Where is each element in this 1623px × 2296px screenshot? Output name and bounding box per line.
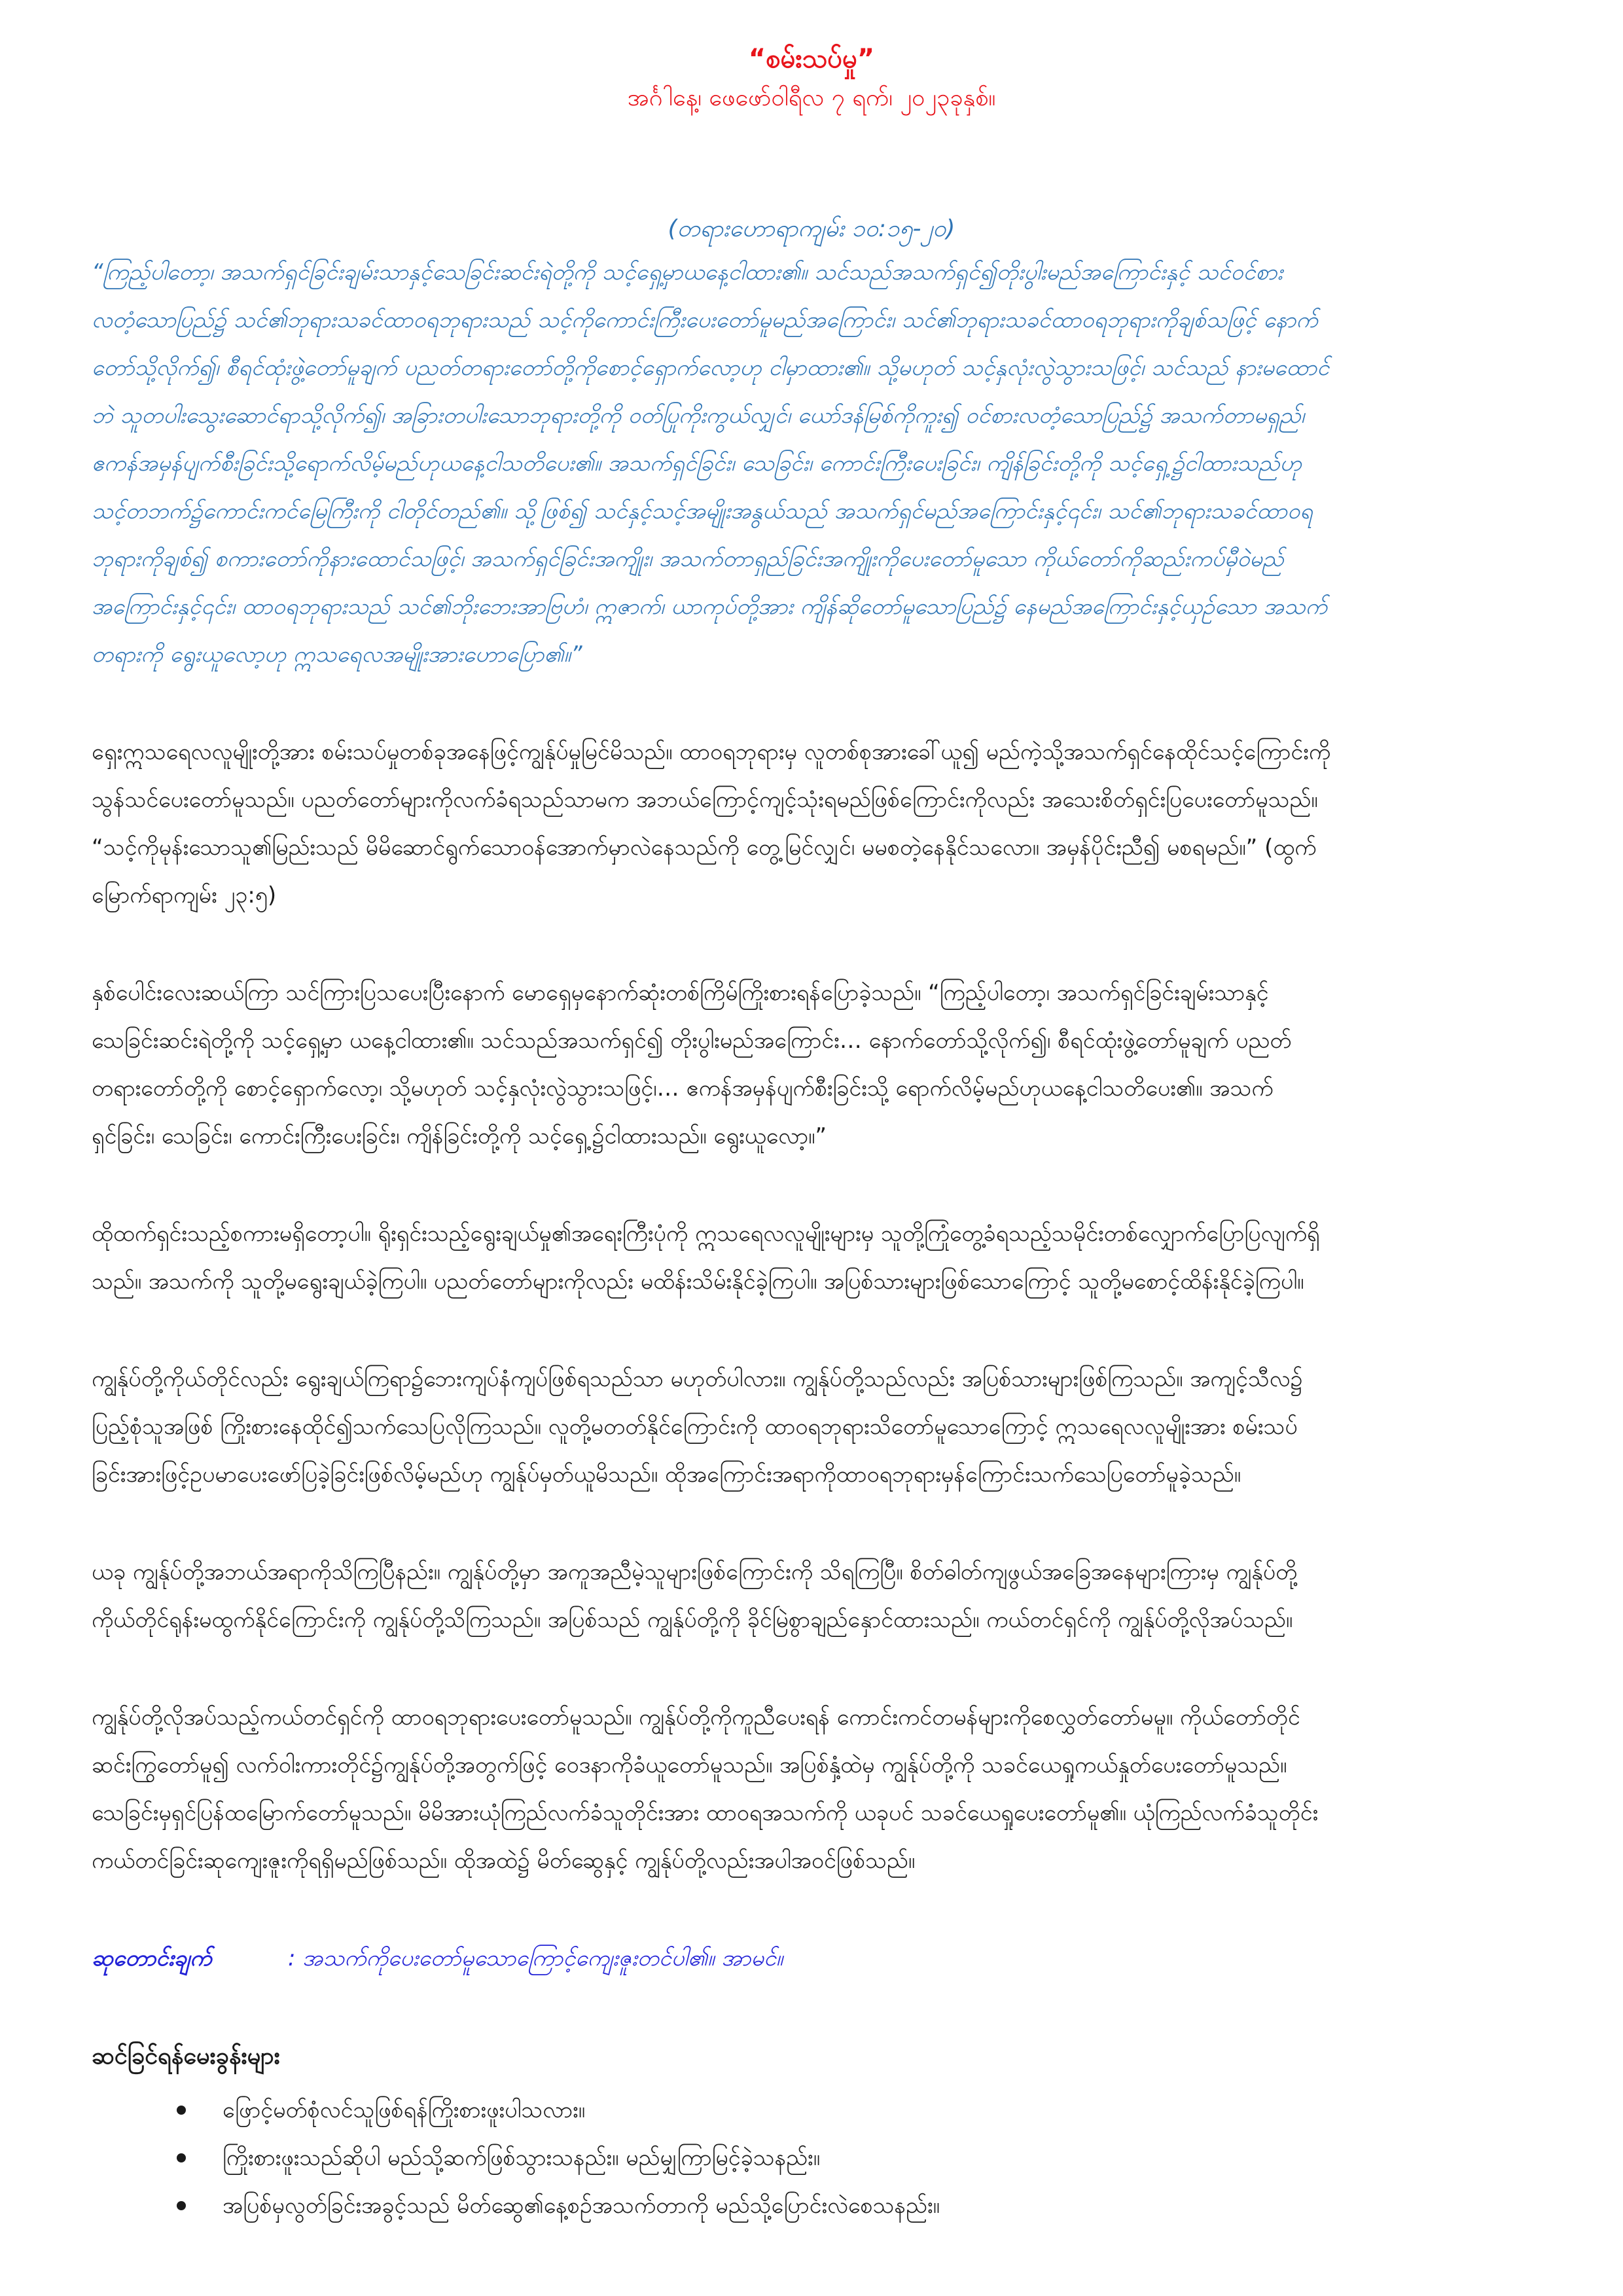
header [92, 39, 1531, 118]
paragraph-line: ခြင်းအားဖြင့်ဥပမာပေးဖော်ပြခဲ့ခြင်းဖြစ်လိမ့်မည်ဟု ကျွန်ုပ်မှတ်ယူမိသည်။ ထိုအကြောင်းအရာကိုထာဝရဘုရားမှန်ကြောင်းသက်သေပြတော်မူခဲ့သည်။ [92, 1462, 1241, 1488]
paragraph-line: ကျွန်ုပ်တို့လိုအပ်သည့်ကယ်တင်ရှင်ကို ထာဝရဘုရားပေးတော်မူသည်။ ကျွန်ုပ်တို့ကိုကူညီပေးရန် ကောင်းကင်တမန်များကိုစေလွှတ်တော်မမူ။ ကိုယ်တော်တိုင် [92, 1704, 1300, 1731]
question-text: ဖြောင့်မတ်စုံလင်သူဖြစ်ရန်ကြိုးစားဖူးပါသလား။ [223, 2097, 586, 2123]
body-paragraph-1 [92, 728, 1531, 920]
scripture-line: ဘုရားကိုချစ်၍ စကားတော်ကိုနားထောင်သဖြင့်၊ အသက်ရှင်ခြင်းအကျိုး၊ အသက်တာရှည်ခြင်းအကျိုးကိုပေးတော်မူသော ကိုယ်တော်ကိုဆည်းကပ်မှီဝဲမည် [92, 546, 1284, 572]
date-line: အင်္ဂါနေ့၊ ဖေဖော်ဝါရီလ ၇ ရက်၊ ၂၀၂၃ခုနှစ်။ [627, 84, 996, 111]
scripture-line: “ကြည့်ပါတော့၊ အသက်ရှင်ခြင်းချမ်းသာနှင့်သေခြင်းဆင်းရဲတို့ကို သင့်ရှေ့မှာယနေ့ငါထား၏။ သင်သည်အသက်ရှင်၍တိုးပွါးမည်အကြောင်းနှင့် သင်ဝင်စား [92, 259, 1283, 285]
paragraph-line: ကယ်တင်ခြင်းဆုကျေးဇူးကိုရရှိမည်ဖြစ်သည်။ ထိုအထဲ၌ မိတ်ဆွေနှင့် ကျွန်ုပ်တို့လည်းအပါအဝင်ဖြစ်သည်။ [92, 1848, 916, 1874]
scripture-line: အကြောင်းနှင့်၎င်း၊ ထာဝရဘုရားသည် သင်၏ဘိုးဘေးအာဗြဟံ၊ ဣဇာက်၊ ယာကုပ်တို့အား ကျိန်ဆိုတော်မူသောပြည်၌ နေမည်အကြောင်းနှင့်ယှဉ်သော အသက် [92, 594, 1328, 620]
bullet-icon [177, 2201, 186, 2210]
prayer-line [92, 1935, 1531, 1982]
scripture-line: လတံ့သောပြည်၌ သင်၏ဘုရားသခင်ထာဝရဘုရားသည် သင့်ကိုကောင်းကြီးပေးတော်မူမည်အကြောင်း၊ သင်၏ဘုရားသခင်ထာဝရဘုရားကိုချစ်သဖြင့် နောက် [92, 307, 1318, 333]
question-text: ကြိုးစားဖူးသည်ဆိုပါ မည်သို့ဆက်ဖြစ်သွားသနည်း။ မည်မျှကြာမြင့်ခဲ့သနည်း။ [223, 2145, 820, 2171]
paragraph-line: နှစ်ပေါင်းလေးဆယ်ကြာ သင်ကြားပြသပေးပြီးနောက် မောရှေမှနောက်ဆုံးတစ်ကြိမ်ကြိုးစားရန်ပြောခဲ့သည်။ “ကြည့်ပါတော့၊ အသက်ရှင်ခြင်းချမ်းသာနှင့် [92, 980, 1269, 1006]
page-title: “စမ်းသပ်မှု” [748, 44, 875, 74]
question-text: အပြစ်မှလွတ်ခြင်းအခွင့်သည် မိတ်ဆွေ၏နေ့စဉ်အသက်တာကို မည်သို့ပြောင်းလဲစေသနည်း။ [223, 2193, 940, 2219]
questions-list [92, 2087, 1531, 2230]
body-paragraph-5 [92, 1549, 1531, 1644]
scripture-reference: (တရားဟောရာကျမ်း ၁၀:၁၅-၂၀) [668, 215, 955, 242]
bullet-icon [177, 2106, 186, 2115]
scripture-line: တရားကို ရွေးယူလော့ဟု ဣသရေလအမျိုးအားဟောပြော၏။” [92, 641, 582, 668]
list-item [92, 2087, 1531, 2134]
body-paragraph-2 [92, 969, 1531, 1160]
body-paragraph-4 [92, 1355, 1531, 1499]
body-paragraph-3 [92, 1210, 1531, 1306]
paragraph-line: သေခြင်းဆင်းရဲတို့ကို သင့်ရှေ့မှာ ယနေ့ငါထား၏။ သင်သည်အသက်ရှင်၍ တိုးပွါးမည်အကြောင်း… နောက်တော်သို့လိုက်၍၊ စီရင်ထုံးဖွဲ့တော်မူချက် ပညတ် [92, 1028, 1292, 1054]
scripture-line: သင့်တဘက်၌ကောင်းကင်မြေကြီးကို ငါတိုင်တည်၏။ သို့ဖြစ်၍ သင်နှင့်သင့်အမျိုးအနွယ်သည် အသက်ရှင်မည်အကြောင်းနှင့်၎င်း၊ သင်၏ဘုရားသခင်ထာဝရ [92, 498, 1313, 524]
list-item [92, 2182, 1531, 2230]
scripture-passage [92, 249, 1531, 679]
paragraph-line: သွန်သင်ပေးတော်မူသည်။ ပညတ်တော်များကိုလက်ခံရသည်သာမက အဘယ်ကြောင့်ကျင့်သုံးရမည်ဖြစ်ကြောင်းကိုလည်း အသေးစိတ်ရှင်းပြပေးတော်မူသည်။ [92, 787, 1318, 813]
paragraph-line: ထိုထက်ရှင်းသည့်စကားမရှိတော့ပါ။ ရိုးရှင်းသည့်ရွေးချယ်မှု၏အရေးကြီးပုံကို ဣသရေလလူမျိုးများမှ သူတို့ကြုံတွေ့ခံရသည့်သမိုင်းတစ်လျှောက်ပြောပြလျက်ရှိ [92, 1221, 1320, 1247]
paragraph-line: ကျွန်ုပ်တို့ကိုယ်တိုင်လည်း ရွေးချယ်ကြရာ၌ဘေးကျပ်နံကျပ်ဖြစ်ရသည်သာ မဟုတ်ပါလား။ ကျွန်ုပ်တို့သည်လည်း အပြစ်သားများဖြစ်ကြသည်။ အကျင့်သီလ၌ [92, 1366, 1303, 1392]
scripture-line: ဧကန်အမှန်ပျက်စီးခြင်းသို့ရောက်လိမ့်မည်ဟုယနေ့ငါသတိပေး၏။ အသက်ရှင်ခြင်း၊ သေခြင်း၊ ကောင်းကြီးပေးခြင်း၊ ကျိန်ခြင်းတို့ကို သင့်ရှေ့၌ငါထားသည်ဟု [92, 450, 1302, 476]
paragraph-line: ရှေးဣသရေလလူမျိုးတို့အား စမ်းသပ်မှုတစ်ခုအနေဖြင့်ကျွန်ုပ်မှုမြင်မိသည်။ ထာဝရဘုရားမှ လူတစ်စုအားခေါ်ယူ၍ မည်ကဲ့သို့အသက်ရှင်နေထိုင်သင့်ကြောင်းကို [92, 739, 1331, 765]
scripture-line: တော်သို့လိုက်၍၊ စီရင်ထုံးဖွဲ့တော်မူချက် ပညတ်တရားတော်တို့ကိုစောင့်ရှောက်လော့ဟု ငါမှာထား၏။ သို့မဟုတ် သင့်နှလုံးလွဲသွားသဖြင့်၊ သင်သည် နားမထောင် [92, 355, 1330, 381]
scripture-line: ဘဲ သူတပါးသွေးဆောင်ရာသို့လိုက်၍၊ အခြားတပါးသောဘုရားတို့ကို ဝတ်ပြုကိုးကွယ်လျှင်၊ ယော်ဒန်မြစ်ကိုကူး၍ ဝင်စားလတံ့သောပြည်၌ အသက်တာမရှည်၊ [92, 403, 1305, 429]
paragraph-line: ယခု ကျွန်ုပ်တို့အဘယ်အရာကိုသိကြပြီနည်း။ ကျွန်ုပ်တို့မှာ အကူအညီမဲ့သူများဖြစ်ကြောင်းကို သိရကြပြီ။ စိတ်ဓါတ်ကျဖွယ်အခြေအနေများကြားမှ ကျွန်ုပ်တို့ [92, 1559, 1298, 1585]
bullet-icon [177, 2153, 186, 2162]
prayer-text: : အသက်ကိုပေးတော်မူသောကြောင့်ကျေးဇူးတင်ပါ၏။ အာမင်။ [288, 1945, 783, 1971]
prayer-label: ဆုတောင်းချက် [92, 1945, 212, 1971]
paragraph-line: သည်။ အသက်ကို သူတို့မရွေးချယ်ခဲ့ကြပါ။ ပညတ်တော်များကိုလည်း မထိန်းသိမ်းနိုင်ခဲ့ကြပါ။ အပြစ်သားများဖြစ်သောကြောင့် သူတို့မစောင့်ထိန်းနိုင်ခဲ့ကြပါ။ [92, 1268, 1304, 1295]
paragraph-line: မြောက်ရာကျမ်း ၂၃:၅) [92, 882, 277, 908]
list-item [92, 2134, 1531, 2182]
paragraph-line: သေခြင်းမှရှင်ပြန်ထမြောက်တော်မူသည်။ မိမိအားယုံကြည်လက်ခံသူတိုင်းအား ထာဝရအသက်ကို ယခုပင် သခင်ယေရှုပေးတော်မူ၏။ ယုံကြည်လက်ခံသူတိုင်း [92, 1800, 1319, 1826]
paragraph-line: “သင့်ကိုမုန်းသောသူ၏မြည်းသည် မိမိဆောင်ရွက်သောဝန်အောက်မှာလဲနေသည်ကို တွေ့မြင်လျှင်၊ မမစတဲ့နေနိုင်သလော။ အမှန်ပိုင်းညီ၍ မစရမည်။” (ထွက် [92, 834, 1317, 861]
paragraph-line: ရှင်ခြင်း၊ သေခြင်း၊ ကောင်းကြီးပေးခြင်း၊ ကျိန်ခြင်းတို့ကို သင့်ရှေ့၌ငါထားသည်။ ရွေးယူလော့။” [92, 1123, 827, 1149]
body-paragraph-6 [92, 1694, 1531, 1885]
paragraph-line: ကိုယ်တိုင်ရုန်းမထွက်နိုင်ကြောင်းကို ကျွန်ုပ်တို့သိကြသည်။ အပြစ်သည် ကျွန်ုပ်တို့ကို ခိုင်မြဲစွာချည်နှောင်ထားသည်။ ကယ်တင်ရှင်ကို ကျွန်ုပ်တို့လိုအပ်သည်။ [92, 1607, 1293, 1633]
paragraph-line: တရားတော်တို့ကို စောင့်ရှောက်လော့၊ သို့မဟုတ် သင့်နှလုံးလွဲသွားသဖြင့်၊… ဧကန်အမှန်ပျက်စီးခြင်းသို့ ရောက်လိမ့်မည်ဟုယနေ့ငါသတိပေး၏။ အသက် [92, 1075, 1274, 1102]
paragraph-line: ဆင်းကြွတော်မူ၍ လက်ဝါးကားတိုင်၌ကျွန်ုပ်တို့အတွက်ဖြင့် ဝေဒနာကိုခံယူတော်မူသည်။ အပြစ်နှံ့ထဲမှ ကျွန်ုပ်တို့ကို သခင်ယေရှုကယ်နှုတ်ပေးတော်မူသည်။ [92, 1752, 1287, 1778]
questions-heading: ဆင်ခြင်ရန်မေးခွန်းများ [92, 2043, 280, 2070]
paragraph-line: ပြည့်စုံသူအဖြစ် ကြိုးစားနေထိုင်၍သက်သေပြလိုကြသည်။ လူတို့မတတ်နိုင်ကြောင်းကို ထာဝရဘုရားသိတော်မူသောကြောင့် ဣသရေလလူမျိုးအား စမ်းသပ် [92, 1414, 1298, 1440]
